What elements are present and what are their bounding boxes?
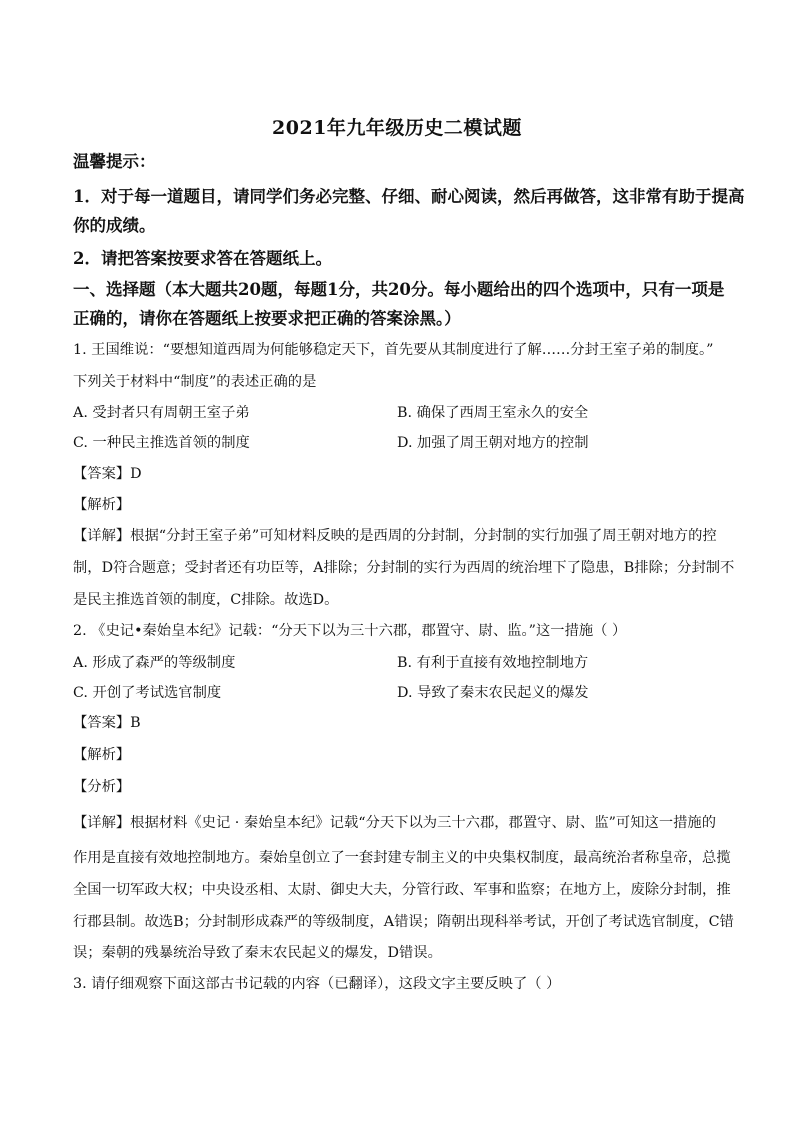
q2-option-d: D. 导致了秦末农民起义的爆发: [397, 685, 589, 701]
q2-detail-line-2: 作用是直接有效地控制地方。秦始皇创立了一套封建专制主义的中央集权制度，最高统治者称皇帝，总揽: [73, 850, 731, 866]
q1-option-d: D. 加强了周王朝对地方的控制: [397, 435, 589, 451]
section-heading-line-1: 一、选择题（本大题共20题，每题1分，共20分。每小题给出的四个选项中，只有一项是: [73, 280, 725, 299]
q2-detail-line-5: 误；秦朝的残暴统治导致了秦末农民起义的爆发，D错误。: [73, 945, 442, 961]
q1-option-a: A. 受封者只有周朝王室子弟: [73, 405, 250, 421]
q1-option-c: C. 一种民主推选首领的制度: [73, 435, 250, 451]
q2-stem: 2. 《史记•秦始皇本纪》记载：“分天下以为三十六郡，郡置守、尉、监。”这一措施（ ）: [73, 623, 627, 639]
q1-detail-line-3: 是民主推选首领的制度，C排除。故选D。: [73, 592, 339, 608]
tip-line-3: 2．请把答案按要求答在答题纸上。: [73, 249, 332, 268]
page-title: 2021年九年级历史二模试题: [272, 117, 522, 139]
q3-stem: 3. 请仔细观察下面这部古书记载的内容（已翻译），这段文字主要反映了（ ）: [73, 976, 561, 992]
q2-option-b: B. 有利于直接有效地控制地方: [397, 655, 589, 671]
q2-detail-line-3: 全国一切军政大权；中央设丞相、太尉、御史大夫，分管行政、军事和监察；在地方上，废除分封制，推: [73, 882, 731, 898]
q2-fenxi: 【分析】: [73, 779, 131, 795]
q2-answer: 【答案】B: [73, 715, 141, 731]
tip-line-2: 你的成绩。: [73, 216, 156, 235]
q1-option-b: B. 确保了西周王室永久的安全: [397, 405, 589, 421]
q1-answer: 【答案】D: [73, 466, 142, 482]
q2-option-c: C. 开创了考试选官制度: [73, 685, 222, 701]
q2-detail-line-1: 【详解】根据材料《史记 · 秦始皇本纪》记载“分天下以为三十六郡，郡置守、尉、监”可知这一措施的: [73, 815, 717, 831]
q1-stem-line-1: 1. 王国维说：“要想知道西周为何能够稳定天下，首先要从其制度进行了解……分封王室子弟的制度。”: [73, 342, 714, 358]
q1-analysis: 【解析】: [73, 497, 131, 513]
q2-analysis: 【解析】: [73, 747, 131, 763]
tip-line-1: 1．对于每一道题目，请同学们务必完整、仔细、耐心阅读，然后再做答，这非常有助于提高: [73, 187, 745, 206]
q2-option-a: A. 形成了森严的等级制度: [73, 655, 236, 671]
q1-detail-line-1: 【详解】根据“分封王室子弟”可知材料反映的是西周的分封制，分封制的实行加强了周王朝对地方的控: [73, 528, 717, 544]
q1-detail-line-2: 制，D符合题意；受封者还有功臣等，A排除；分封制的实行为西周的统治埋下了隐患，B排除；分封制不: [73, 560, 735, 576]
tips-heading: 温馨提示：: [73, 152, 156, 171]
q2-detail-line-4: 行郡县制。故选B；分封制形成森严的等级制度，A错误；隋朝出现科举考试，开创了考试选官制度，C错: [73, 914, 734, 930]
q1-stem-line-2: 下列关于材料中“制度”的表述正确的是: [73, 374, 317, 390]
section-heading-line-2: 正确的，请你在答题纸上按要求把正确的答案涂黑。）: [73, 309, 461, 328]
